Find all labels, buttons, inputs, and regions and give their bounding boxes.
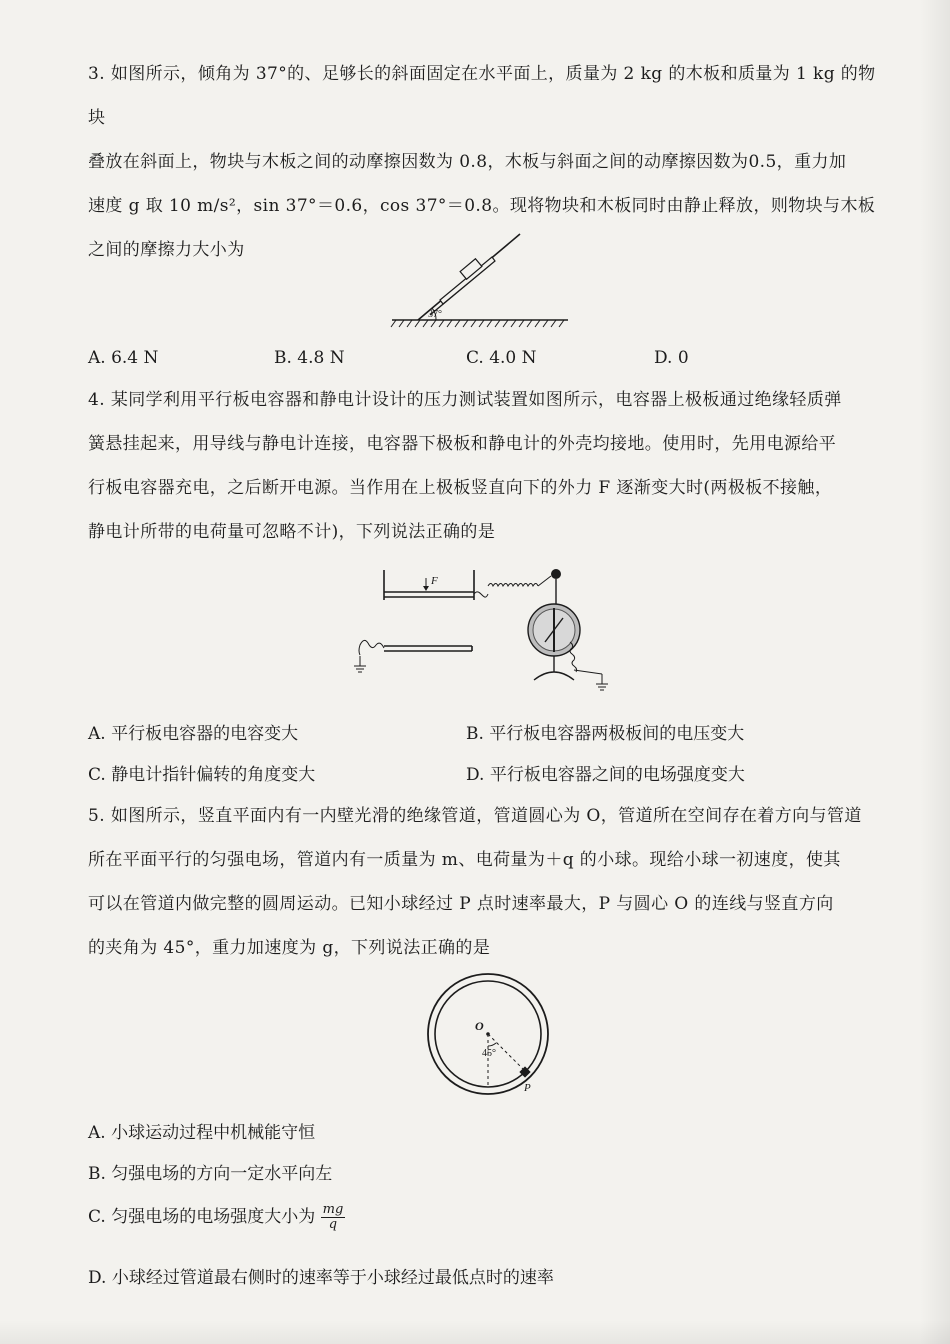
q3-option-c: C. 4.0 N — [466, 348, 537, 368]
q5-option-d: D. 小球经过管道最右侧时的速率等于小球经过最低点时的速率 — [88, 1268, 554, 1288]
q5-option-c — [88, 1202, 345, 1232]
question-4-text — [88, 378, 890, 554]
question-5-line: 5. 如图所示，竖直平面内有一内壁光滑的绝缘管道，管道圆心为 O，管道所在空间存在着方向与管道 — [88, 806, 862, 826]
question-4-line: 4. 某同学利用平行板电容器和静电计设计的压力测试装置如图所示，电容器上极板通过绝缘轻质弹 — [88, 390, 842, 410]
q5-option-c-text: C. 匀强电场的电场强度大小为 — [88, 1207, 316, 1227]
q5-option-a: A. 小球运动过程中机械能守恒 — [88, 1123, 316, 1143]
incline-angle-label: 37° — [428, 309, 442, 320]
field-strength-fraction — [321, 1203, 346, 1232]
question-5-line: 可以在管道内做完整的圆周运动。已知小球经过 P 点时速率最大，P 与圆心 O 的连线与竖直方向 — [88, 894, 834, 914]
question-5-text — [88, 794, 890, 970]
question-5-line: 的夹角为 45°，重力加速度为 g，下列说法正确的是 — [88, 938, 491, 958]
question-3-line: 之间的摩擦力大小为 — [88, 240, 245, 260]
fraction-denominator: q — [328, 1217, 338, 1232]
q5-option-b: B. 匀强电场的方向一定水平向左 — [88, 1164, 333, 1184]
q3-option-b: B. 4.8 N — [274, 348, 345, 368]
question-5-line: 所在平面平行的匀强电场，管道内有一质量为 m、电荷量为＋q 的小球。现给小球一初速度，使其 — [88, 850, 841, 870]
question-3-line: 3. 如图所示，倾角为 37°的、足够长的斜面固定在水平面上，质量为 2 kg 的木板和质量为 1 kg 的物块 — [88, 64, 876, 128]
question-4-line: 簧悬挂起来，用导线与静电计连接，电容器下极板和静电计的外壳均接地。使用时，先用电源给平 — [88, 434, 837, 454]
force-label: F — [431, 575, 438, 587]
q4-option-d: D. 平行板电容器之间的电场强度变大 — [466, 765, 745, 785]
question-3-line: 叠放在斜面上，物块与木板之间的动摩擦因数为 0.8，木板与斜面之间的动摩擦因数为0.5，重力加 — [88, 152, 847, 172]
q4-option-a: A. 平行板电容器的电容变大 — [88, 724, 299, 744]
angle-label: 45° — [482, 1048, 496, 1059]
scan-shadow-bottom — [0, 1320, 950, 1344]
fraction-numerator: mg — [322, 1202, 344, 1217]
center-label: O — [475, 1019, 484, 1033]
question-4-line: 静电计所带的电荷量可忽略不计)，下列说法正确的是 — [88, 522, 496, 542]
q3-option-a: A. 6.4 N — [88, 348, 159, 368]
incline-figure — [390, 228, 580, 332]
q3-option-d: D. 0 — [654, 348, 689, 368]
question-4-line: 行板电容器充电，之后断开电源。当作用在上极板竖直向下的外力 F 逐渐变大时(两极板不接触， — [88, 478, 833, 498]
capacitor-electrometer-figure — [348, 556, 618, 696]
circular-tube-figure — [420, 966, 560, 1106]
q4-option-c: C. 静电计指针偏转的角度变大 — [88, 765, 316, 785]
q4-option-b: B. 平行板电容器两极板间的电压变大 — [466, 724, 745, 744]
point-p-label: P — [524, 1082, 531, 1094]
question-3-line: 速度 g 取 10 m/s²，sin 37°＝0.6，cos 37°＝0.8。现将物块和木板同时由静止释放，则物块与木板 — [88, 196, 876, 216]
scan-shadow-right — [920, 0, 950, 1344]
